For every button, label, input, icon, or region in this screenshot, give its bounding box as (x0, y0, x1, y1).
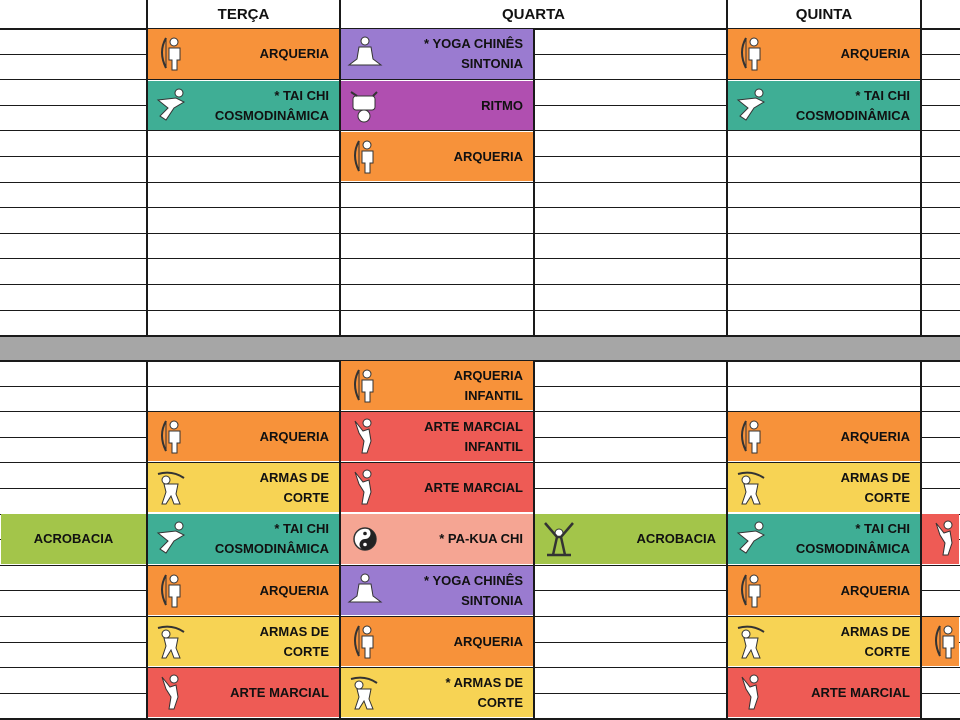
schedule-cell (341, 668, 533, 717)
swordsman-icon (154, 468, 190, 508)
activity-label: ARQUERIA (453, 633, 523, 649)
martial-kick-icon (347, 468, 383, 508)
archer-icon (154, 417, 190, 457)
activity-label: ARMAS DE CORTE (259, 623, 329, 659)
activity-label: ACROBACIA (636, 531, 716, 546)
schedule-cell (922, 617, 959, 666)
drum-icon (347, 86, 383, 126)
martial-kick-icon (928, 519, 959, 559)
schedule-cell (341, 361, 533, 410)
archer-icon (154, 34, 190, 74)
activity-label: ARQUERIA INFANTIL (453, 367, 523, 403)
activity-label: RITMO (481, 97, 523, 113)
activity-label: ACROBACIA (33, 531, 114, 546)
activity-label: * TAI CHI COSMODINÂMICA (795, 87, 910, 123)
activity-label: ARQUERIA (840, 46, 910, 61)
activity-label: * ARMAS DE CORTE (445, 674, 523, 710)
martial-kick-icon (347, 417, 383, 457)
schedule-cell (341, 463, 533, 512)
activity-label: ARMAS DE CORTE (840, 469, 910, 505)
header-quarta: QUARTA (501, 5, 566, 23)
header-quinta: QUINTA (795, 5, 853, 23)
martial-kick-icon (154, 673, 190, 713)
schedule-cell (148, 668, 339, 717)
tai-chi-icon (734, 86, 770, 126)
schedule-cell (728, 29, 920, 79)
archer-icon (928, 622, 959, 662)
activity-label: ARTE MARCIAL (424, 479, 523, 495)
activity-label: * TAI CHI COSMODINÂMICA (214, 87, 329, 123)
schedule-cell (728, 412, 920, 461)
activity-label: ARQUERIA (453, 148, 523, 164)
schedule-cell (148, 29, 339, 79)
schedule-cell (148, 463, 339, 512)
schedule-cell (148, 412, 339, 461)
tai-chi-icon (734, 519, 770, 559)
activity-label: ARTE MARCIAL (811, 684, 910, 700)
activity-label: ARTE MARCIAL (230, 684, 329, 700)
meditation-icon (347, 34, 383, 74)
tai-chi-icon (154, 86, 190, 126)
schedule-cell (148, 617, 339, 666)
schedule-cell (341, 566, 533, 615)
acrobat-icon (541, 519, 577, 559)
activity-label: ARQUERIA (840, 428, 910, 444)
swordsman-icon (734, 622, 770, 662)
archer-icon (734, 417, 770, 457)
schedule-cell (728, 463, 920, 512)
activity-label: ARQUERIA (259, 582, 329, 598)
activity-label: ARMAS DE CORTE (840, 623, 910, 659)
activity-label: * YOGA CHINÊS SINTONIA (424, 36, 523, 71)
schedule-cell (341, 81, 533, 130)
schedule-cell (1, 514, 146, 564)
schedule-cell (341, 617, 533, 666)
swordsman-icon (734, 468, 770, 508)
activity-label: * YOGA CHINÊS SINTONIA (424, 572, 523, 608)
header-terca: TERÇA (217, 5, 270, 23)
schedule-cell (922, 514, 959, 564)
archer-icon (347, 622, 383, 662)
archer-icon (734, 571, 770, 611)
schedule-cell (728, 668, 920, 717)
activity-label: ARQUERIA (840, 582, 910, 598)
activity-label: ARMAS DE CORTE (259, 469, 329, 505)
meditation-icon (347, 571, 383, 611)
archer-icon (347, 137, 383, 177)
activity-label: * TAI CHI COSMODINÂMICA (795, 521, 910, 556)
swordsman-icon (347, 673, 383, 713)
archer-icon (347, 366, 383, 406)
activity-label: ARTE MARCIAL INFANTIL (424, 418, 523, 454)
activity-label: * PA-KUA CHI (439, 531, 523, 546)
yin-yang-icon (347, 519, 383, 559)
archer-icon (154, 571, 190, 611)
schedule-cell (148, 514, 339, 564)
schedule-cell (728, 617, 920, 666)
schedule-cell (148, 81, 339, 130)
schedule-cell (535, 514, 726, 564)
activity-label: ARQUERIA (259, 46, 329, 61)
schedule-cell (341, 132, 533, 181)
martial-kick-icon (734, 673, 770, 713)
activity-label: * TAI CHI COSMODINÂMICA (214, 521, 329, 556)
schedule-cell (341, 514, 533, 564)
schedule-cell (148, 566, 339, 615)
tai-chi-icon (154, 519, 190, 559)
schedule-cell (728, 514, 920, 564)
activity-label: ARQUERIA (259, 428, 329, 444)
schedule-cell (728, 566, 920, 615)
period-separator (0, 336, 960, 360)
schedule-cell (341, 29, 533, 79)
swordsman-icon (154, 622, 190, 662)
schedule-cell (341, 412, 533, 461)
archer-icon (734, 34, 770, 74)
schedule-cell (728, 81, 920, 130)
